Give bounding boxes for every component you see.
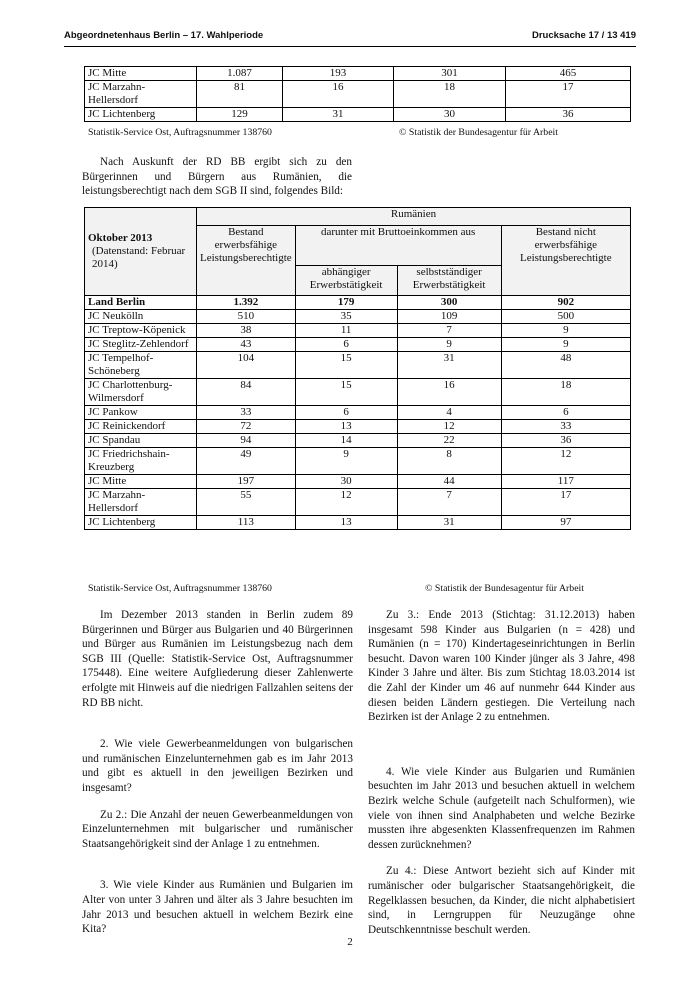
- row-label: JC Charlottenburg-Wilmersdorf: [85, 379, 197, 406]
- row-value: 902: [501, 296, 630, 310]
- page-number: 2: [347, 936, 353, 948]
- row-value: 13: [295, 516, 397, 530]
- row-value: 129: [197, 108, 283, 122]
- row-value: 17: [501, 489, 630, 516]
- table-row: [85, 379, 631, 406]
- left-p4: 3. Wie viele Kinder aus Rumänien und Bulgarien im Alter von unter 3 Jahren und älter als 3 Jahre besuchten im Jahr 2013 und besuchen aktuell in welchem Bezirk eine Kita?: [82, 879, 353, 936]
- corner-sub: (Datenstand: Februar 2014): [92, 245, 186, 270]
- table-corner: [85, 208, 197, 296]
- row-label: JC Marzahn-Hellersdorf: [85, 81, 197, 108]
- row-value: 84: [197, 379, 296, 406]
- row-value: 500: [501, 310, 630, 324]
- table-row: [85, 310, 631, 324]
- row-value: 9: [397, 338, 501, 352]
- row-label: JC Mitte: [85, 67, 197, 81]
- row-value: 117: [501, 475, 630, 489]
- row-value: 18: [394, 81, 506, 108]
- row-value: 6: [501, 406, 630, 420]
- table1-source-right: © Statistik der Bundesagentur für Arbeit: [399, 127, 558, 138]
- row-value: 14: [295, 434, 397, 448]
- table-row: [85, 406, 631, 420]
- table-row: [85, 489, 631, 516]
- col-nicht: Bestand nicht erwerbsfähige Leistungsberechtigte: [501, 226, 630, 296]
- row-value: 31: [397, 352, 501, 379]
- left-column: [82, 608, 353, 937]
- row-value: 510: [197, 310, 296, 324]
- row-value: 9: [501, 324, 630, 338]
- row-value: 33: [501, 420, 630, 434]
- row-value: 94: [197, 434, 296, 448]
- row-label: JC Pankow: [85, 406, 197, 420]
- row-value: 179: [295, 296, 397, 310]
- row-value: 81: [197, 81, 283, 108]
- row-value: 31: [283, 108, 394, 122]
- row-label: JC Reinickendorf: [85, 420, 197, 434]
- row-value: 16: [397, 379, 501, 406]
- row-value: 1.087: [197, 67, 283, 81]
- row-value: 49: [197, 448, 296, 475]
- row-value: 48: [501, 352, 630, 379]
- intro-paragraph: [82, 155, 352, 199]
- row-value: 12: [501, 448, 630, 475]
- header-left: Abgeordnetenhaus Berlin – 17. Wahlperiode: [64, 30, 264, 41]
- row-value: 35: [295, 310, 397, 324]
- right-p2: 4. Wie viele Kinder aus Bulgarien und Rumänien besuchten im Jahr 2013 und besuchen aktuell in welchem Bezirk welche Schule (aufgeteilt nach Schulformen), wie viele von ihnen sind Analphabeten und welche Bezirke mussten ihre abgesenkten Klassenfrequenzen im Rahmen dessen zurücknehmen?: [368, 765, 635, 851]
- row-label: JC Spandau: [85, 434, 197, 448]
- table-row: [85, 352, 631, 379]
- row-value: 16: [283, 81, 394, 108]
- row-label: JC Treptow-Köpenick: [85, 324, 197, 338]
- row-value: 30: [394, 108, 506, 122]
- table-row: [85, 296, 631, 310]
- table-row: [85, 81, 631, 108]
- table-row: [85, 324, 631, 338]
- row-value: 15: [295, 379, 397, 406]
- table2-source-left: Statistik-Service Ost, Auftragsnummer 138760: [88, 583, 272, 594]
- sub-abh: abhängiger Erwerbstätigkeit: [295, 266, 397, 296]
- left-p1: Im Dezember 2013 standen in Berlin zudem 89 Bürgerinnen und Bürger aus Bulgarien und 40 Bürgerinnen und Bürger aus Rumänien im Leistungsbezug nach dem SGB III (Quelle: Statistik-Service Ost, Auftragsnummer 175448). Eine weitere Aufgliederung dieser Zahlenwerte erfolgte mit Hinweis auf die niedrigen Fallzahlen seitens der RD BB nicht.: [82, 609, 353, 709]
- row-value: 4: [397, 406, 501, 420]
- row-value: 6: [295, 338, 397, 352]
- row-value: 7: [397, 489, 501, 516]
- row-value: 193: [283, 67, 394, 81]
- corner-title: Oktober 2013: [88, 232, 153, 244]
- row-value: 109: [397, 310, 501, 324]
- row-value: 36: [506, 108, 631, 122]
- row-value: 6: [295, 406, 397, 420]
- row-value: 104: [197, 352, 296, 379]
- row-value: 11: [295, 324, 397, 338]
- table-row: [85, 516, 631, 530]
- row-label: JC Mitte: [85, 475, 197, 489]
- row-value: 33: [197, 406, 296, 420]
- row-value: 8: [397, 448, 501, 475]
- left-p3: Zu 2.: Die Anzahl der neuen Gewerbeanmeldungen von Einzelunternehmen mit bulgarischer und rumänischer Staatsangehörigkeit sind der Anlage 1 zu entnehmen.: [82, 808, 353, 850]
- row-value: 13: [295, 420, 397, 434]
- left-p2: 2. Wie viele Gewerbeanmeldungen von bulgarischen und rumänischen Einzelunternehmen gab es im Jahr 2013 und gibt es aktuell in den jeweiligen Bezirken und insgesamt?: [82, 738, 353, 794]
- row-value: 113: [197, 516, 296, 530]
- row-value: 31: [397, 516, 501, 530]
- table-row: [85, 448, 631, 475]
- row-value: 1.392: [197, 296, 296, 310]
- row-value: 197: [197, 475, 296, 489]
- right-p1: Zu 3.: Ende 2013 (Stichtag: 31.12.2013) haben insgesamt 598 Kinder aus Bulgarien (n = 428) und Rumänien (n = 170) Kindertageseinrichtungen in Berlin besucht. Davon waren 100 Kinder jünger als 3 Jahre, 498 Kinder 3 Jahre und älter. Bis zum Stichtag 18.03.2014 ist die Zahl der Kinder um 46 auf nunmehr 644 Kinder aus diesen beiden Ländern gestiegen. Die Verteilung nach Bezirken ist der Anlage 2 zu entnehmen.: [368, 609, 635, 724]
- row-value: 9: [295, 448, 397, 475]
- row-value: 300: [397, 296, 501, 310]
- intro-text: Nach Auskunft der RD BB ergibt sich zu den Bürgerinnen und Bürgern aus Rumänien, die leistungsberechtigt nach dem SGB II sind, folgendes Bild:: [82, 156, 352, 198]
- table-row: [85, 338, 631, 352]
- row-value: 30: [295, 475, 397, 489]
- page-header: [64, 30, 636, 44]
- row-label: Land Berlin: [85, 296, 197, 310]
- table-continuation: [84, 66, 631, 122]
- table1-source-left: Statistik-Service Ost, Auftragsnummer 138760: [88, 127, 272, 138]
- row-label: JC Marzahn-Hellersdorf: [85, 489, 197, 516]
- row-label: JC Lichtenberg: [85, 108, 197, 122]
- table-row: [85, 420, 631, 434]
- table-row: [85, 475, 631, 489]
- row-value: 22: [397, 434, 501, 448]
- table-row: [85, 108, 631, 122]
- row-value: 9: [501, 338, 630, 352]
- table-row: [85, 434, 631, 448]
- row-value: 36: [501, 434, 630, 448]
- col-darunter: darunter mit Bruttoeinkommen aus: [295, 226, 501, 266]
- row-label: JC Neukölln: [85, 310, 197, 324]
- col-bestand: Bestand erwerbsfähige Leistungsberechtigte: [197, 226, 296, 296]
- row-value: 97: [501, 516, 630, 530]
- table2-source-right: © Statistik der Bundesagentur für Arbeit: [425, 583, 584, 594]
- right-p3: Zu 4.: Diese Antwort bezieht sich auf Kinder mit rumänischer oder bulgarischer Staatsangehörigkeit, die Regelklassen besuchen, da Kinder, die nicht alphabetisiert sind, in Lerngruppen für Neuzugänge ohne Deutschkenntnisse beschult werden.: [368, 865, 635, 936]
- header-right: Drucksache 17 / 13 419: [531, 30, 636, 41]
- row-value: 17: [506, 81, 631, 108]
- row-value: 15: [295, 352, 397, 379]
- sub-selb: selbstständiger Erwerbstätigkeit: [397, 266, 501, 296]
- row-label: JC Steglitz-Zehlendorf: [85, 338, 197, 352]
- row-value: 38: [197, 324, 296, 338]
- row-label: JC Tempelhof-Schöneberg: [85, 352, 197, 379]
- row-value: 72: [197, 420, 296, 434]
- row-value: 465: [506, 67, 631, 81]
- row-value: 43: [197, 338, 296, 352]
- header-rule: [64, 46, 636, 47]
- romania-table: [84, 207, 631, 530]
- row-value: 12: [295, 489, 397, 516]
- country-header: Rumänien: [197, 208, 631, 226]
- right-column: [368, 608, 635, 937]
- row-value: 18: [501, 379, 630, 406]
- row-label: JC Friedrichshain-Kreuzberg: [85, 448, 197, 475]
- row-value: 12: [397, 420, 501, 434]
- row-label: JC Lichtenberg: [85, 516, 197, 530]
- row-value: 44: [397, 475, 501, 489]
- row-value: 55: [197, 489, 296, 516]
- row-value: 301: [394, 67, 506, 81]
- row-value: 7: [397, 324, 501, 338]
- table-row: [85, 67, 631, 81]
